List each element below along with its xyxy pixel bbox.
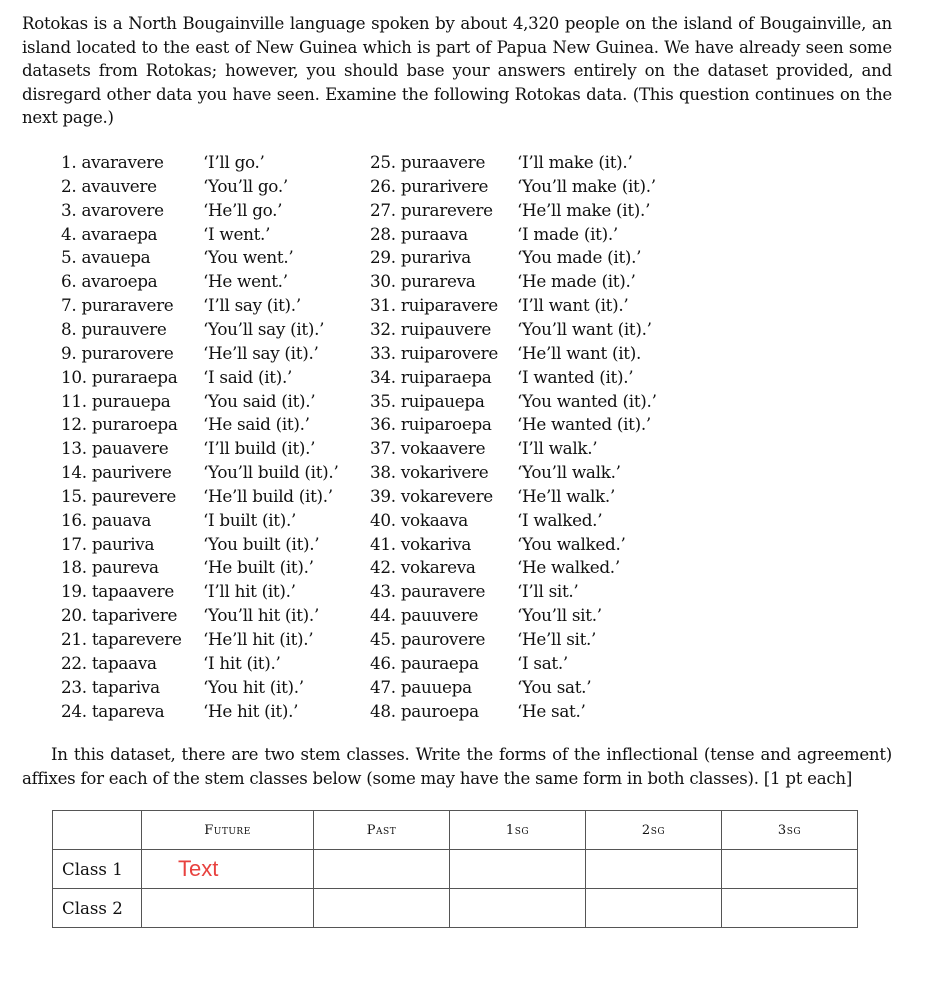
form-text: puraravere bbox=[81, 295, 174, 316]
class-2-1sg-cell[interactable] bbox=[450, 889, 586, 928]
corner-cell bbox=[53, 811, 142, 850]
form-text: purarivere bbox=[400, 175, 489, 196]
item-number: 3. bbox=[61, 199, 77, 220]
english-gloss: ‘You’ll say (it).’ bbox=[203, 318, 325, 339]
form-text: ruipauepa bbox=[400, 390, 485, 411]
rotokas-form bbox=[61, 295, 173, 315]
class-2-future-cell[interactable] bbox=[142, 889, 314, 928]
item-number: 39. bbox=[370, 485, 396, 506]
rotokas-form bbox=[370, 438, 485, 458]
item-number: 2. bbox=[61, 175, 77, 196]
item-number: 47. bbox=[370, 676, 396, 697]
english-gloss: ‘I made (it).’ bbox=[517, 223, 618, 244]
rotokas-form bbox=[61, 438, 168, 458]
rotokas-form bbox=[61, 557, 159, 577]
english-gloss: ‘I said (it).’ bbox=[203, 366, 293, 387]
english-gloss: ‘I walked.’ bbox=[517, 509, 603, 530]
english-gloss: ‘He hit (it).’ bbox=[203, 700, 299, 721]
form-text: pauraepa bbox=[400, 652, 479, 673]
rotokas-form bbox=[61, 200, 164, 220]
item-number: 12. bbox=[61, 414, 87, 435]
rotokas-form bbox=[370, 414, 492, 434]
rotokas-form bbox=[370, 367, 492, 387]
english-gloss: ‘You made (it).’ bbox=[517, 247, 642, 268]
form-text: ruiparavere bbox=[400, 295, 498, 316]
english-gloss: ‘He wanted (it).’ bbox=[517, 414, 651, 435]
class-2-3sg-cell[interactable] bbox=[722, 889, 858, 928]
english-gloss: ‘You built (it).’ bbox=[203, 533, 320, 554]
class-1-2sg-cell[interactable] bbox=[586, 850, 722, 889]
form-text: purariva bbox=[400, 247, 471, 268]
rotokas-form bbox=[370, 629, 485, 649]
english-gloss: ‘I’ll want (it).’ bbox=[517, 295, 629, 316]
form-text: purauvere bbox=[81, 318, 167, 339]
rotokas-form bbox=[61, 462, 171, 482]
form-text: ruiparovere bbox=[400, 342, 498, 363]
form-text: paurivere bbox=[91, 462, 172, 483]
item-number: 16. bbox=[61, 509, 87, 530]
form-text: purarovere bbox=[81, 342, 174, 363]
form-text: puraraepa bbox=[91, 366, 178, 387]
class-1-row bbox=[53, 850, 858, 889]
item-number: 38. bbox=[370, 462, 396, 483]
english-gloss: ‘I went.’ bbox=[203, 223, 271, 244]
english-gloss: ‘I’ll walk.’ bbox=[517, 438, 598, 459]
english-gloss: ‘He’ll make (it).’ bbox=[517, 199, 651, 220]
rotokas-form bbox=[61, 486, 176, 506]
english-gloss: ‘You went.’ bbox=[203, 247, 294, 268]
english-gloss: ‘He’ll want (it). bbox=[517, 342, 641, 363]
rotokas-form bbox=[61, 629, 182, 649]
item-number: 4. bbox=[61, 223, 77, 244]
english-gloss: ‘I’ll build (it).’ bbox=[203, 438, 316, 459]
english-gloss: ‘You’ll walk.’ bbox=[517, 462, 621, 483]
english-gloss: ‘I hit (it).’ bbox=[203, 652, 281, 673]
answer-table bbox=[52, 810, 858, 928]
english-gloss: ‘You walked.’ bbox=[517, 533, 626, 554]
form-text: avauepa bbox=[81, 247, 151, 268]
intro-paragraph: Rotokas is a North Bougainville language spoken by about 4,320 people on the island of Bougainville, an island located to the east of New Guinea which is part of Papua New Guinea. We have already seen some datasets from Rotokas; however, you should base your answers entirely on the dataset provided, and disregard other data you have seen. Examine the following Rotokas data. (This question continues on the next page.) bbox=[22, 14, 892, 128]
rotokas-form bbox=[370, 581, 485, 601]
rotokas-form bbox=[370, 605, 478, 625]
form-text: puraava bbox=[400, 223, 468, 244]
item-number: 29. bbox=[370, 247, 396, 268]
row-label-class-2: Class 2 bbox=[53, 889, 142, 928]
english-gloss: ‘You wanted (it).’ bbox=[517, 390, 657, 411]
rotokas-form bbox=[370, 176, 488, 196]
form-text: puraavere bbox=[400, 152, 486, 172]
rotokas-form bbox=[370, 295, 498, 315]
item-number: 30. bbox=[370, 271, 396, 292]
item-number: 36. bbox=[370, 414, 396, 435]
form-text: pauravere bbox=[400, 581, 486, 602]
form-text: ruiparaepa bbox=[400, 366, 492, 387]
rotokas-form bbox=[370, 510, 468, 530]
rotokas-form bbox=[61, 677, 160, 697]
rotokas-form bbox=[61, 391, 171, 411]
item-number: 21. bbox=[61, 629, 87, 649]
form-text: purareva bbox=[400, 271, 476, 292]
item-number: 24. bbox=[61, 700, 87, 721]
header-3sg: 3sg bbox=[722, 811, 858, 850]
item-number: 42. bbox=[370, 557, 396, 578]
rotokas-form bbox=[61, 224, 157, 244]
english-gloss: ‘He’ll hit (it).’ bbox=[203, 629, 314, 649]
rotokas-form bbox=[370, 653, 479, 673]
rotokas-form bbox=[61, 510, 151, 530]
english-gloss: ‘I’ll go.’ bbox=[203, 152, 265, 172]
rotokas-form bbox=[370, 152, 485, 172]
item-number: 33. bbox=[370, 342, 396, 363]
class-1-past-cell[interactable] bbox=[314, 850, 450, 889]
english-gloss: ‘He’ll walk.’ bbox=[517, 485, 615, 506]
rotokas-form bbox=[61, 319, 167, 339]
form-text: vokarevere bbox=[400, 485, 493, 506]
item-number: 9. bbox=[61, 342, 77, 363]
item-number: 26. bbox=[370, 175, 396, 196]
class-1-future-cell[interactable]: Text bbox=[142, 850, 314, 889]
english-gloss: ‘He built (it).’ bbox=[203, 557, 314, 578]
form-text: ruipauvere bbox=[400, 318, 491, 339]
form-text: avaravere bbox=[81, 152, 164, 172]
item-number: 27. bbox=[370, 199, 396, 220]
item-number: 19. bbox=[61, 581, 87, 602]
rotokas-form bbox=[370, 557, 476, 577]
form-text: purauepa bbox=[91, 390, 171, 411]
english-gloss: ‘He’ll build (it).’ bbox=[203, 485, 333, 506]
english-gloss: ‘He walked.’ bbox=[517, 557, 620, 578]
item-number: 6. bbox=[61, 271, 77, 292]
item-number: 22. bbox=[61, 652, 87, 673]
english-gloss: ‘I’ll say (it).’ bbox=[203, 295, 301, 316]
english-gloss: ‘I’ll make (it).’ bbox=[517, 152, 633, 172]
item-number: 8. bbox=[61, 318, 77, 339]
item-number: 32. bbox=[370, 318, 396, 339]
form-text: pauuvere bbox=[400, 605, 479, 626]
form-text: pauavere bbox=[91, 438, 169, 459]
item-number: 10. bbox=[61, 366, 87, 387]
english-gloss: ‘I sat.’ bbox=[517, 652, 568, 673]
form-text: pauuepa bbox=[400, 676, 472, 697]
form-text: avaraepa bbox=[81, 223, 158, 244]
rotokas-form bbox=[61, 414, 178, 434]
form-text: pauava bbox=[91, 509, 152, 530]
item-number: 25. bbox=[370, 152, 396, 172]
header-row bbox=[53, 811, 858, 850]
rotokas-form bbox=[61, 701, 164, 721]
rotokas-form bbox=[61, 581, 174, 601]
form-text: vokareva bbox=[400, 557, 476, 578]
question-paragraph: In this dataset, there are two stem classes. Write the forms of the inflectional (tense and agreement) affixes for each of the stem classes below (some may have the same form in both classes). [1 pt each] bbox=[22, 745, 892, 788]
item-number: 41. bbox=[370, 533, 396, 554]
english-gloss: ‘I’ll sit.’ bbox=[517, 581, 579, 602]
item-number: 17. bbox=[61, 533, 87, 554]
english-gloss: ‘He sat.’ bbox=[517, 700, 586, 721]
item-number: 31. bbox=[370, 295, 396, 316]
rotokas-form bbox=[370, 319, 491, 339]
item-number: 40. bbox=[370, 509, 396, 530]
english-gloss: ‘You said (it).’ bbox=[203, 390, 316, 411]
row-label-class-1: Class 1 bbox=[53, 850, 142, 889]
item-number: 44. bbox=[370, 605, 396, 626]
form-text: paurovere bbox=[400, 629, 486, 649]
rotokas-form bbox=[370, 534, 471, 554]
rotokas-form bbox=[61, 605, 177, 625]
rotokas-form bbox=[370, 271, 475, 291]
english-gloss: ‘He’ll go.’ bbox=[203, 199, 283, 220]
form-text: pauriva bbox=[91, 533, 155, 554]
rotokas-form bbox=[61, 534, 154, 554]
class-2-2sg-cell[interactable] bbox=[586, 889, 722, 928]
header-1sg: 1sg bbox=[450, 811, 586, 850]
item-number: 15. bbox=[61, 485, 87, 506]
item-number: 28. bbox=[370, 223, 396, 244]
english-gloss: ‘You’ll hit (it).’ bbox=[203, 605, 319, 626]
form-text: taparivere bbox=[91, 605, 178, 626]
item-number: 7. bbox=[61, 295, 77, 316]
english-gloss: ‘You’ll build (it).’ bbox=[203, 462, 339, 483]
english-gloss: ‘He said (it).’ bbox=[203, 414, 310, 435]
rotokas-form bbox=[61, 176, 157, 196]
item-number: 18. bbox=[61, 557, 87, 578]
rotokas-form bbox=[370, 343, 498, 363]
rotokas-form bbox=[370, 391, 485, 411]
english-gloss: ‘You’ll go.’ bbox=[203, 175, 288, 196]
item-number: 34. bbox=[370, 366, 396, 387]
rotokas-form bbox=[61, 367, 177, 387]
english-gloss: ‘You’ll want (it).’ bbox=[517, 318, 652, 339]
english-gloss: ‘He went.’ bbox=[203, 271, 288, 292]
rotokas-form bbox=[370, 486, 493, 506]
rotokas-form bbox=[61, 152, 164, 172]
english-gloss: ‘I wanted (it).’ bbox=[517, 366, 634, 387]
header-2sg: 2sg bbox=[586, 811, 722, 850]
form-text: puraroepa bbox=[91, 414, 178, 435]
english-gloss: ‘I’ll hit (it).’ bbox=[203, 581, 296, 602]
item-number: 5. bbox=[61, 247, 77, 268]
rotokas-form bbox=[370, 247, 471, 267]
item-number: 46. bbox=[370, 652, 396, 673]
item-number: 48. bbox=[370, 700, 396, 721]
rotokas-form bbox=[61, 271, 157, 291]
form-text: vokariva bbox=[400, 533, 472, 554]
item-number: 43. bbox=[370, 581, 396, 602]
item-number: 20. bbox=[61, 605, 87, 626]
form-text: pauroepa bbox=[400, 700, 479, 721]
item-number: 35. bbox=[370, 390, 396, 411]
english-gloss: ‘He made (it).’ bbox=[517, 271, 636, 292]
rotokas-form bbox=[61, 247, 150, 267]
rotokas-form bbox=[370, 200, 493, 220]
form-text: vokaava bbox=[400, 509, 468, 530]
class-2-past-cell[interactable] bbox=[314, 889, 450, 928]
english-gloss: ‘I built (it).’ bbox=[203, 509, 297, 530]
english-gloss: ‘You’ll sit.’ bbox=[517, 605, 602, 626]
class-1-3sg-cell[interactable] bbox=[722, 850, 858, 889]
header-future: Future bbox=[142, 811, 314, 850]
item-number: 45. bbox=[370, 629, 396, 649]
form-text: avarovere bbox=[81, 199, 164, 220]
english-gloss: ‘You’ll make (it).’ bbox=[517, 175, 656, 196]
header-past: Past bbox=[314, 811, 450, 850]
english-gloss: ‘He’ll say (it).’ bbox=[203, 342, 319, 363]
rotokas-form bbox=[61, 653, 157, 673]
item-number: 1. bbox=[61, 152, 77, 172]
item-number: 13. bbox=[61, 438, 87, 459]
rotokas-form bbox=[370, 701, 479, 721]
class-2-row bbox=[53, 889, 858, 928]
form-text: tapaava bbox=[91, 652, 157, 673]
english-gloss: ‘You hit (it).’ bbox=[203, 676, 304, 697]
rotokas-form bbox=[370, 677, 472, 697]
form-text: taparevere bbox=[91, 629, 182, 649]
form-text: avaroepa bbox=[81, 271, 158, 292]
item-number: 23. bbox=[61, 676, 87, 697]
item-number: 11. bbox=[61, 390, 87, 411]
english-gloss: ‘You sat.’ bbox=[517, 676, 592, 697]
form-text: tapaavere bbox=[91, 581, 175, 602]
form-text: ruiparoepa bbox=[400, 414, 492, 435]
english-gloss: ‘He’ll sit.’ bbox=[517, 629, 597, 649]
form-text: purarevere bbox=[400, 199, 493, 220]
item-number: 37. bbox=[370, 438, 396, 459]
form-text: vokarivere bbox=[400, 462, 489, 483]
form-text: avauvere bbox=[81, 175, 157, 196]
item-number: 14. bbox=[61, 462, 87, 483]
rotokas-form bbox=[370, 462, 488, 482]
rotokas-form bbox=[370, 224, 468, 244]
form-text: tapariva bbox=[91, 676, 160, 697]
form-text: paurevere bbox=[91, 485, 177, 506]
form-text: vokaavere bbox=[400, 438, 486, 459]
class-1-1sg-cell[interactable] bbox=[450, 850, 586, 889]
form-text: tapareva bbox=[91, 700, 165, 721]
form-text: paureva bbox=[91, 557, 159, 578]
rotokas-form bbox=[61, 343, 174, 363]
